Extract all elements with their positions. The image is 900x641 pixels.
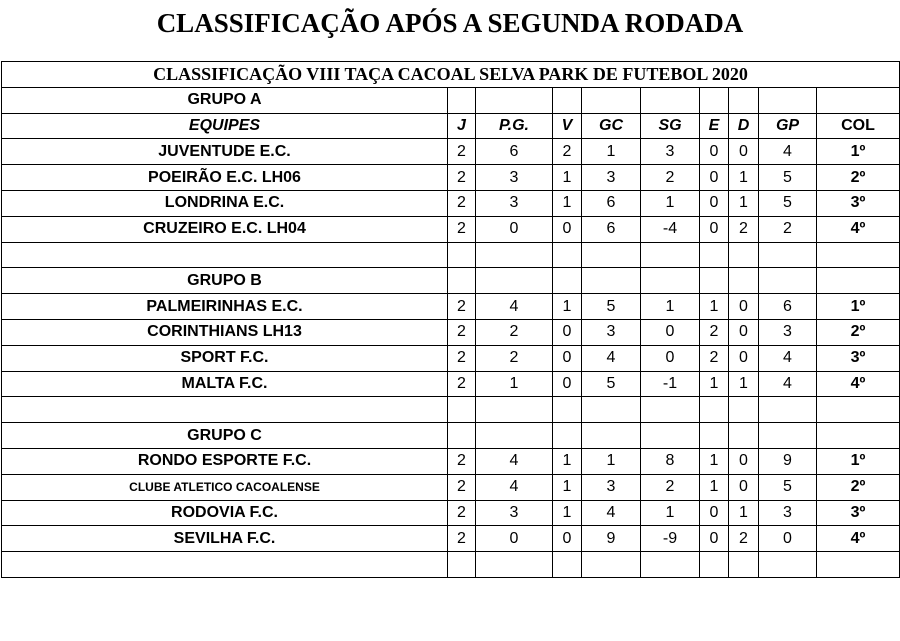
cell-gc: 3 bbox=[582, 319, 641, 345]
cell-sg: 1 bbox=[641, 500, 700, 526]
cell-d: 0 bbox=[729, 294, 759, 320]
cell-sg: 1 bbox=[641, 190, 700, 216]
cell-e: 0 bbox=[700, 139, 729, 165]
table-row bbox=[2, 474, 900, 500]
team-name: MALTA F.C. bbox=[2, 371, 448, 397]
cell-d: 0 bbox=[729, 474, 759, 500]
cell-col: 1º bbox=[817, 294, 900, 320]
cell-pg: 3 bbox=[476, 165, 553, 191]
group-title: GRUPO A bbox=[2, 87, 448, 113]
team-name: CRUZEIRO E.C. LH04 bbox=[2, 216, 448, 242]
header-pg: P.G. bbox=[476, 113, 553, 139]
team-name: CLUBE ATLETICO CACOALENSE bbox=[2, 474, 448, 500]
cell-e: 0 bbox=[700, 165, 729, 191]
group-title: GRUPO C bbox=[2, 423, 448, 449]
cell-v: 1 bbox=[553, 500, 582, 526]
cell-e: 1 bbox=[700, 448, 729, 474]
cell-v: 1 bbox=[553, 165, 582, 191]
cell-e: 0 bbox=[700, 216, 729, 242]
cell-col: 2º bbox=[817, 474, 900, 500]
cell-gc: 1 bbox=[582, 448, 641, 474]
cell-sg: -9 bbox=[641, 526, 700, 552]
cell-col: 4º bbox=[817, 526, 900, 552]
header-v: V bbox=[553, 113, 582, 139]
cell-gp: 4 bbox=[759, 139, 817, 165]
cell-gp: 5 bbox=[759, 190, 817, 216]
cell-gc: 9 bbox=[582, 526, 641, 552]
cell-j: 2 bbox=[448, 474, 476, 500]
cell-j: 2 bbox=[448, 165, 476, 191]
cell-sg: 1 bbox=[641, 294, 700, 320]
cell-gp: 3 bbox=[759, 500, 817, 526]
cell-pg: 4 bbox=[476, 474, 553, 500]
team-name: POEIRÃO E.C. LH06 bbox=[2, 165, 448, 191]
cell-v: 0 bbox=[553, 216, 582, 242]
cell-d: 2 bbox=[729, 216, 759, 242]
cell-d: 0 bbox=[729, 139, 759, 165]
group-title-row bbox=[2, 87, 900, 113]
table-subtitle: CLASSIFICAÇÃO VIII TAÇA CACOAL SELVA PARK DE FUTEBOL 2020 bbox=[2, 62, 900, 88]
cell-col: 2º bbox=[817, 319, 900, 345]
cell-e: 2 bbox=[700, 345, 729, 371]
header-team: EQUIPES bbox=[2, 113, 448, 139]
group-title: GRUPO B bbox=[2, 268, 448, 294]
cell-gp: 2 bbox=[759, 216, 817, 242]
cell-col: 2º bbox=[817, 165, 900, 191]
cell-gp: 5 bbox=[759, 165, 817, 191]
cell-gc: 4 bbox=[582, 345, 641, 371]
cell-e: 1 bbox=[700, 294, 729, 320]
cell-v: 1 bbox=[553, 190, 582, 216]
cell-v: 1 bbox=[553, 448, 582, 474]
cell-j: 2 bbox=[448, 139, 476, 165]
cell-sg: -4 bbox=[641, 216, 700, 242]
table-row bbox=[2, 345, 900, 371]
cell-gp: 4 bbox=[759, 371, 817, 397]
cell-gc: 1 bbox=[582, 139, 641, 165]
team-name: JUVENTUDE E.C. bbox=[2, 139, 448, 165]
cell-gp: 6 bbox=[759, 294, 817, 320]
cell-sg: 8 bbox=[641, 448, 700, 474]
cell-j: 2 bbox=[448, 216, 476, 242]
header-j: J bbox=[448, 113, 476, 139]
table-row bbox=[2, 319, 900, 345]
cell-v: 1 bbox=[553, 294, 582, 320]
cell-j: 2 bbox=[448, 500, 476, 526]
cell-e: 0 bbox=[700, 190, 729, 216]
cell-j: 2 bbox=[448, 526, 476, 552]
cell-pg: 1 bbox=[476, 371, 553, 397]
table-row bbox=[2, 448, 900, 474]
table-row bbox=[2, 190, 900, 216]
cell-e: 1 bbox=[700, 474, 729, 500]
cell-col: 1º bbox=[817, 139, 900, 165]
cell-v: 0 bbox=[553, 371, 582, 397]
cell-v: 2 bbox=[553, 139, 582, 165]
cell-e: 1 bbox=[700, 371, 729, 397]
header-col: COL bbox=[817, 113, 900, 139]
cell-sg: -1 bbox=[641, 371, 700, 397]
header-sg: SG bbox=[641, 113, 700, 139]
cell-pg: 3 bbox=[476, 500, 553, 526]
page-title: CLASSIFICAÇÃO APÓS A SEGUNDA RODADA bbox=[156, 8, 744, 38]
team-name: LONDRINA E.C. bbox=[2, 190, 448, 216]
cell-gc: 6 bbox=[582, 190, 641, 216]
cell-j: 2 bbox=[448, 294, 476, 320]
cell-d: 1 bbox=[729, 190, 759, 216]
team-name: PALMEIRINHAS E.C. bbox=[2, 294, 448, 320]
table-row bbox=[2, 165, 900, 191]
cell-pg: 4 bbox=[476, 294, 553, 320]
cell-v: 0 bbox=[553, 345, 582, 371]
subtitle-row bbox=[2, 62, 900, 88]
cell-col: 3º bbox=[817, 190, 900, 216]
table-row bbox=[2, 500, 900, 526]
header-gc: GC bbox=[582, 113, 641, 139]
cell-j: 2 bbox=[448, 448, 476, 474]
header-d: D bbox=[729, 113, 759, 139]
cell-d: 2 bbox=[729, 526, 759, 552]
cell-col: 3º bbox=[817, 500, 900, 526]
group-title-row bbox=[2, 423, 900, 449]
cell-gp: 4 bbox=[759, 345, 817, 371]
cell-d: 0 bbox=[729, 345, 759, 371]
group-title-row bbox=[2, 268, 900, 294]
cell-v: 0 bbox=[553, 526, 582, 552]
cell-pg: 0 bbox=[476, 526, 553, 552]
cell-d: 0 bbox=[729, 448, 759, 474]
cell-pg: 0 bbox=[476, 216, 553, 242]
spacer-row bbox=[2, 397, 900, 423]
cell-gp: 0 bbox=[759, 526, 817, 552]
table-row bbox=[2, 139, 900, 165]
team-name: RONDO ESPORTE F.C. bbox=[2, 448, 448, 474]
cell-pg: 3 bbox=[476, 190, 553, 216]
cell-d: 1 bbox=[729, 371, 759, 397]
table-row bbox=[2, 526, 900, 552]
cell-gc: 5 bbox=[582, 371, 641, 397]
cell-sg: 2 bbox=[641, 165, 700, 191]
cell-pg: 2 bbox=[476, 345, 553, 371]
cell-j: 2 bbox=[448, 345, 476, 371]
header-gp: GP bbox=[759, 113, 817, 139]
team-name: SPORT F.C. bbox=[2, 345, 448, 371]
cell-sg: 2 bbox=[641, 474, 700, 500]
team-name: SEVILHA F.C. bbox=[2, 526, 448, 552]
header-e: E bbox=[700, 113, 729, 139]
cell-e: 0 bbox=[700, 500, 729, 526]
cell-d: 1 bbox=[729, 500, 759, 526]
cell-sg: 3 bbox=[641, 139, 700, 165]
cell-gp: 5 bbox=[759, 474, 817, 500]
spacer-row bbox=[2, 242, 900, 268]
column-header-row bbox=[2, 113, 900, 139]
table-row bbox=[2, 371, 900, 397]
cell-j: 2 bbox=[448, 371, 476, 397]
cell-col: 1º bbox=[817, 448, 900, 474]
table-row bbox=[2, 216, 900, 242]
cell-col: 3º bbox=[817, 345, 900, 371]
cell-sg: 0 bbox=[641, 345, 700, 371]
cell-j: 2 bbox=[448, 190, 476, 216]
cell-gc: 6 bbox=[582, 216, 641, 242]
team-name: RODOVIA F.C. bbox=[2, 500, 448, 526]
standings-table bbox=[1, 61, 900, 578]
spacer-row bbox=[2, 552, 900, 578]
cell-pg: 4 bbox=[476, 448, 553, 474]
cell-col: 4º bbox=[817, 216, 900, 242]
cell-d: 1 bbox=[729, 165, 759, 191]
cell-d: 0 bbox=[729, 319, 759, 345]
cell-gp: 9 bbox=[759, 448, 817, 474]
cell-gp: 3 bbox=[759, 319, 817, 345]
cell-v: 0 bbox=[553, 319, 582, 345]
cell-pg: 6 bbox=[476, 139, 553, 165]
cell-gc: 5 bbox=[582, 294, 641, 320]
cell-gc: 3 bbox=[582, 165, 641, 191]
cell-j: 2 bbox=[448, 319, 476, 345]
cell-gc: 3 bbox=[582, 474, 641, 500]
table-row bbox=[2, 294, 900, 320]
cell-col: 4º bbox=[817, 371, 900, 397]
cell-e: 0 bbox=[700, 526, 729, 552]
cell-v: 1 bbox=[553, 474, 582, 500]
cell-sg: 0 bbox=[641, 319, 700, 345]
cell-e: 2 bbox=[700, 319, 729, 345]
cell-pg: 2 bbox=[476, 319, 553, 345]
cell-gc: 4 bbox=[582, 500, 641, 526]
team-name: CORINTHIANS LH13 bbox=[2, 319, 448, 345]
